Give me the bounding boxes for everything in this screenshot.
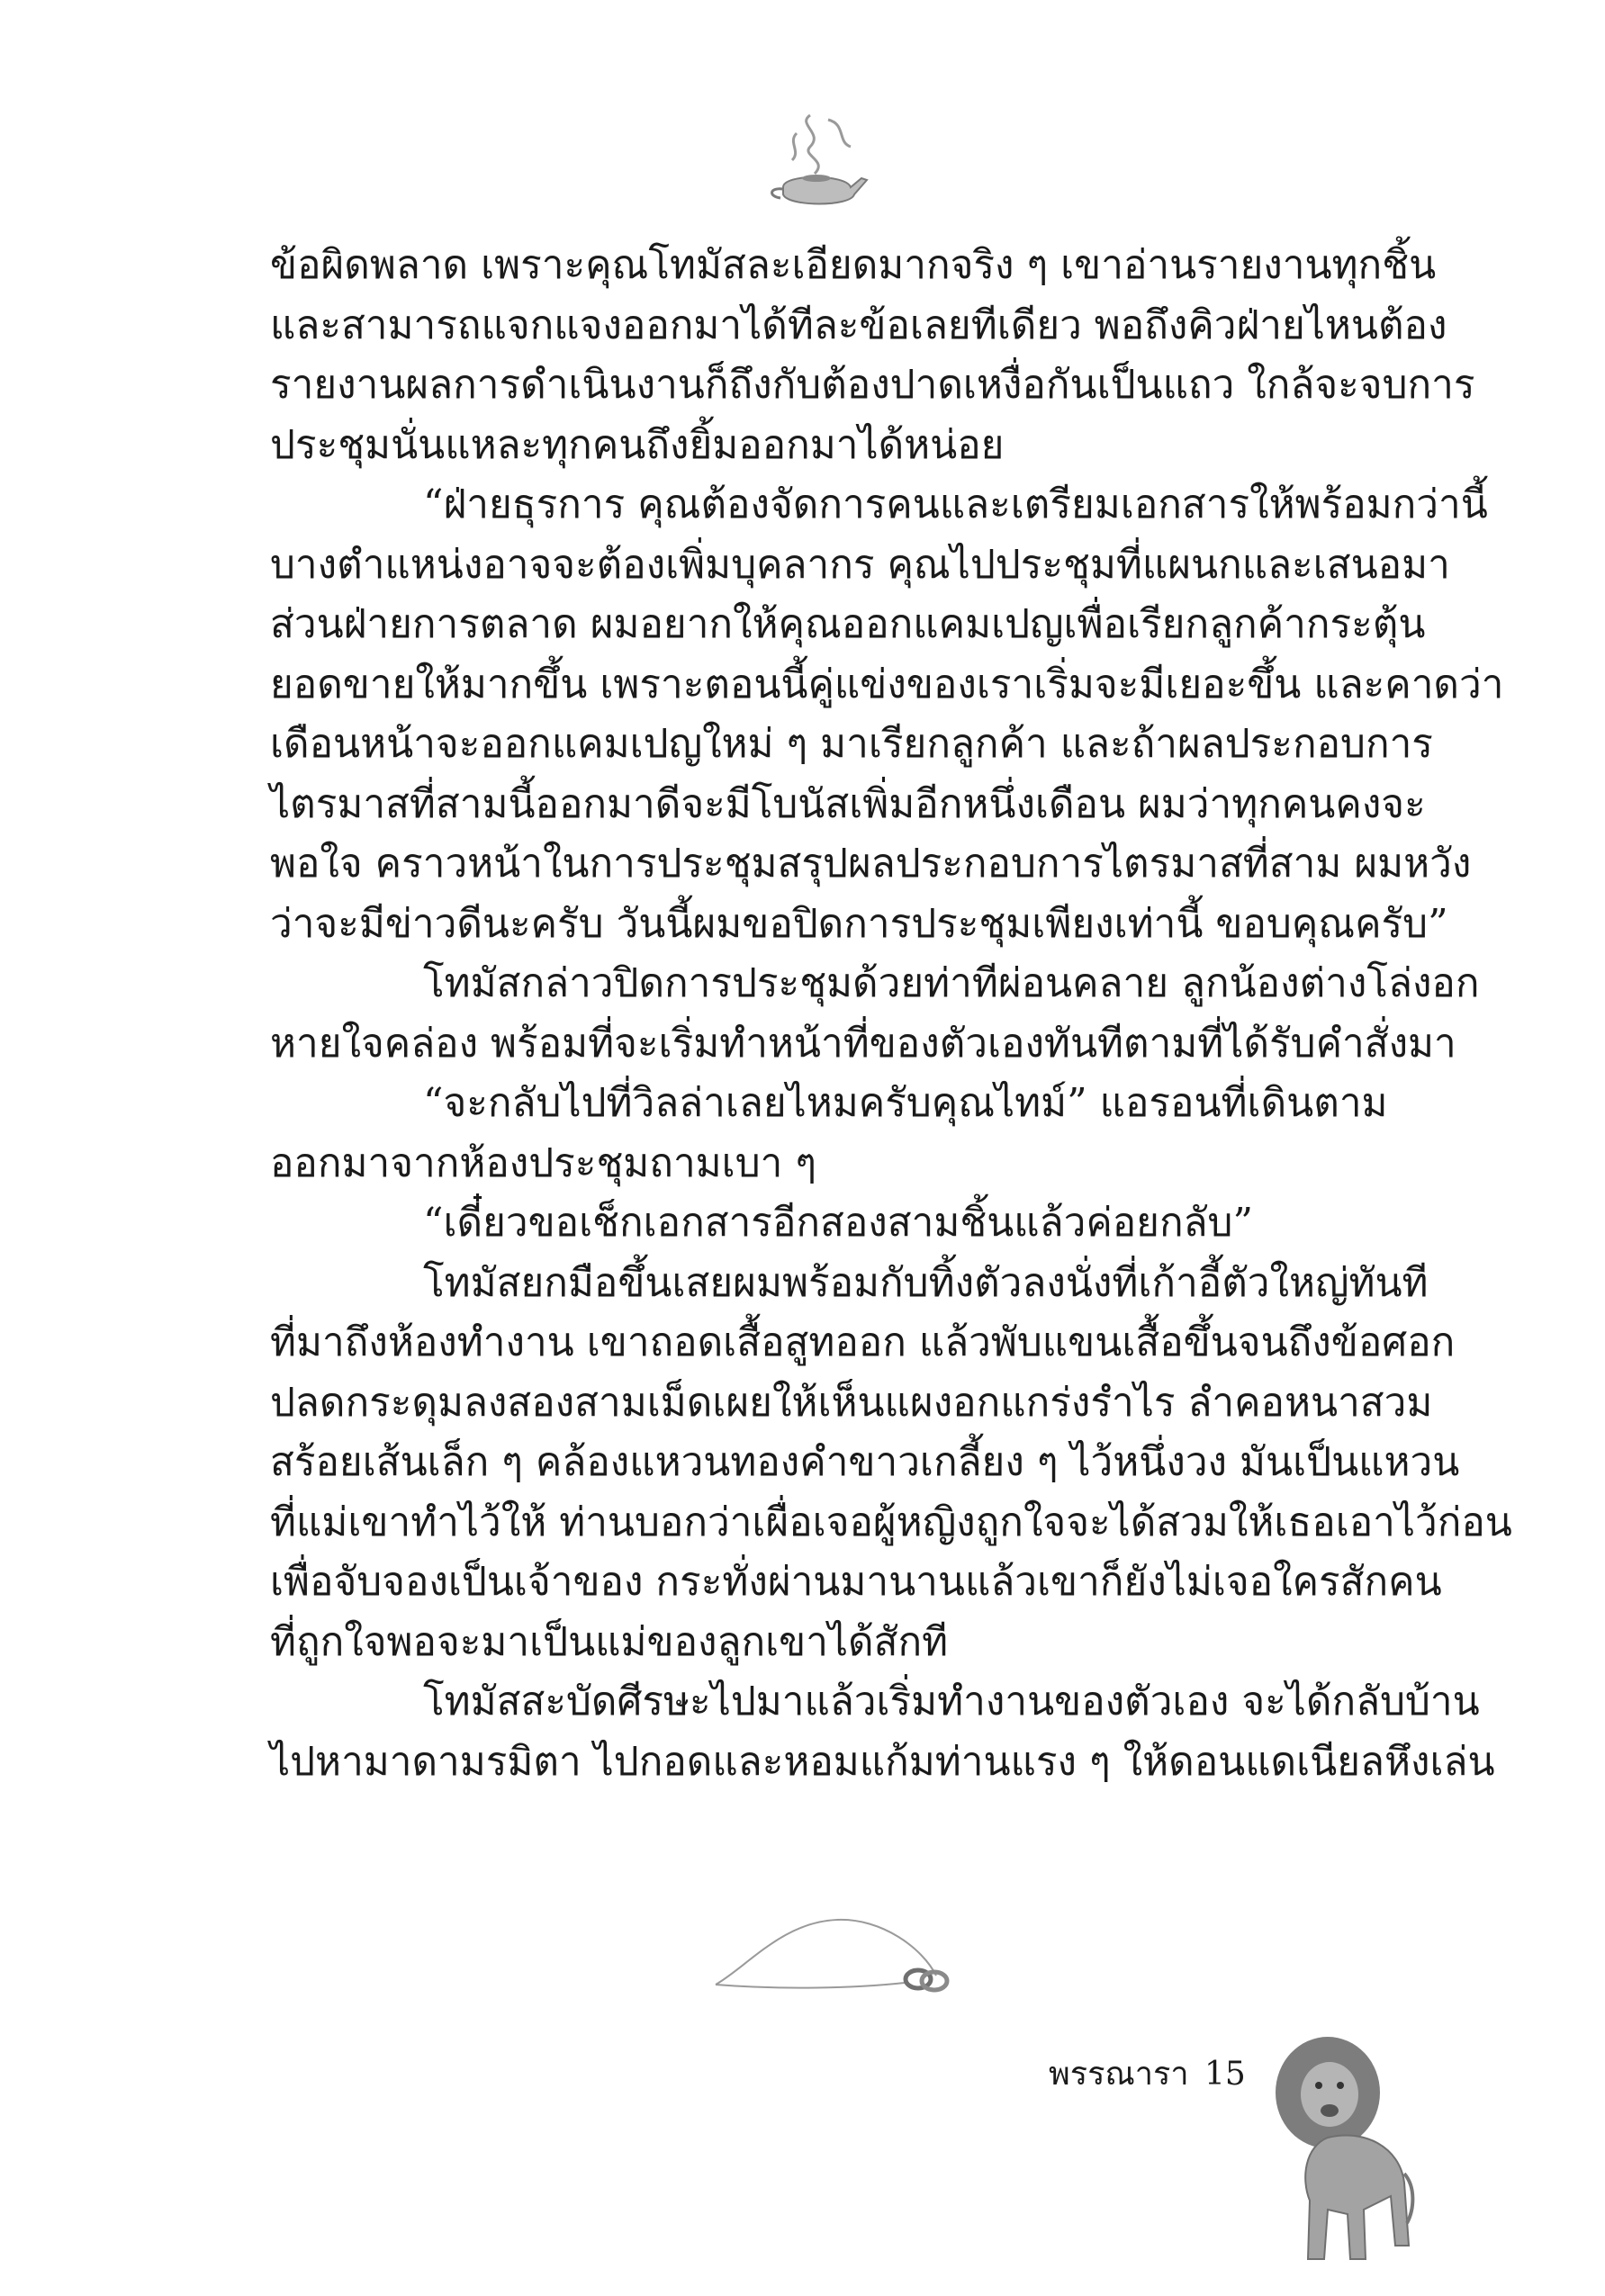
text-line: หายใจคล่อง พร้อมที่จะเริ่มทำหน้าที่ของตัวเองทันทีตามที่ได้รับคำสั่งมา [270, 1020, 1456, 1067]
text-line: โทมัสยกมือขึ้นเสยผมพร้อมกับทิ้งตัวลงนั่งที่เก้าอี้ตัวใหญ่ทันที [423, 1259, 1429, 1306]
text-line: โทมัสสะบัดศีรษะไปมาแล้วเริ่มทำงานของตัวเอง จะได้กลับบ้าน [423, 1679, 1480, 1724]
lion-icon [1265, 2030, 1418, 2273]
text-line: เพื่อจับจองเป็นเจ้าของ กระทั่งผ่านมานานแล้วเขาก็ยังไม่เจอใครสักคน [270, 1559, 1442, 1605]
text-line: ที่แม่เขาทำไว้ให้ ท่านบอกว่าเผื่อเจอผู้หญิงถูกใจจะได้สวมให้เธอเอาไว้ก่อน [270, 1499, 1512, 1545]
text-line: โทมัสกล่าวปิดการประชุมด้วยท่าทีผ่อนคลาย ลูกน้องต่างโล่งอก [423, 960, 1480, 1006]
ring-necklace-ornament-icon [711, 1913, 963, 1998]
text-line: ข้อผิดพลาด เพราะคุณโทมัสละเอียดมากจริง ๆ เขาอ่านรายงานทุกชิ้น [270, 242, 1437, 288]
text-line: พอใจ คราวหน้าในการประชุมสรุปผลประกอบการไตรมาสที่สาม ผมหวัง [270, 841, 1472, 887]
text-line: ออกมาจากห้องประชุมถามเบา ๆ [270, 1139, 816, 1186]
text-line: เดือนหน้าจะออกแคมเปญใหม่ ๆ มาเรียกลูกค้า และถ้าผลประกอบการ [270, 721, 1433, 767]
text-line: ปลดกระดุมลงสองสามเม็ดเผยให้เห็นแผงอกแกร่งรำไร ลำคอหนาสวม [270, 1379, 1433, 1426]
text-line: สร้อยเส้นเล็ก ๆ คล้องแหวนทองคำขาวเกลี้ยง ๆ ไว้หนึ่งวง มันเป็นแหวน [270, 1439, 1460, 1485]
text-line: บางตำแหน่งอาจจะต้องเพิ่มบุคลากร คุณไปประชุมที่แผนกและเสนอมา [270, 541, 1450, 588]
text-line: ที่มาถึงห้องทำงาน เขาถอดเสื้อสูทออก แล้วพับแขนเสื้อขึ้นจนถึงข้อศอก [270, 1319, 1456, 1365]
text-line: และสามารถแจกแจงออกมาได้ทีละข้อเลยทีเดียว พอถึงคิวฝ่ายไหนต้อง [270, 302, 1447, 348]
page-number: 15 [1204, 2056, 1246, 2093]
text-line: “จะกลับไปที่วิลล่าเลยไหมครับคุณไทม์” แอรอนที่เดินตาม [423, 1080, 1388, 1126]
text-line: “ฝ่ายธุรการ คุณต้องจัดการคนและเตรียมเอกสารให้พร้อมกว่านี้ [423, 482, 1488, 527]
text-line: “เดี๋ยวขอเช็กเอกสารอีกสองสามชิ้นแล้วค่อยกลับ” [423, 1200, 1253, 1246]
book-title: พรรณารา [1049, 2056, 1189, 2093]
text-line: รายงานผลการดำเนินงานก็ถึงกับต้องปาดเหงื่อกันเป็นแถว ใกล้จะจบการ [270, 362, 1475, 408]
text-line: ไปหามาดามรมิตา ไปกอดและหอมแก้มท่านแรง ๆ ให้ดอนแดเนียลหึงเล่น [270, 1738, 1495, 1785]
text-line: ประชุมนั่นแหละทุกคนถึงยิ้มออกมาได้หน่อย [270, 421, 1005, 468]
text-line: ไตรมาสที่สามนี้ออกมาดีจะมีโบนัสเพิ่มอีกหนึ่งเดือน ผมว่าทุกคนคงจะ [270, 780, 1426, 827]
text-line: ยอดขายให้มากขึ้น เพราะตอนนี้คู่แข่งของเราเริ่มจะมีเยอะขึ้น และคาดว่า [270, 661, 1504, 707]
text-line: ที่ถูกใจพอจะมาเป็นแม่ของลูกเขาได้สักที [270, 1618, 949, 1665]
text-line: ว่าจะมีข่าวดีนะครับ วันนี้ผมขอปิดการประชุมเพียงเท่านี้ ขอบคุณครับ” [270, 900, 1448, 947]
teapot-ornament-icon [761, 106, 878, 223]
text-line: ส่วนฝ่ายการตลาด ผมอยากให้คุณออกแคมเปญเพื่อเรียกลูกค้ากระตุ้น [270, 601, 1426, 647]
body-text [270, 236, 1512, 1792]
